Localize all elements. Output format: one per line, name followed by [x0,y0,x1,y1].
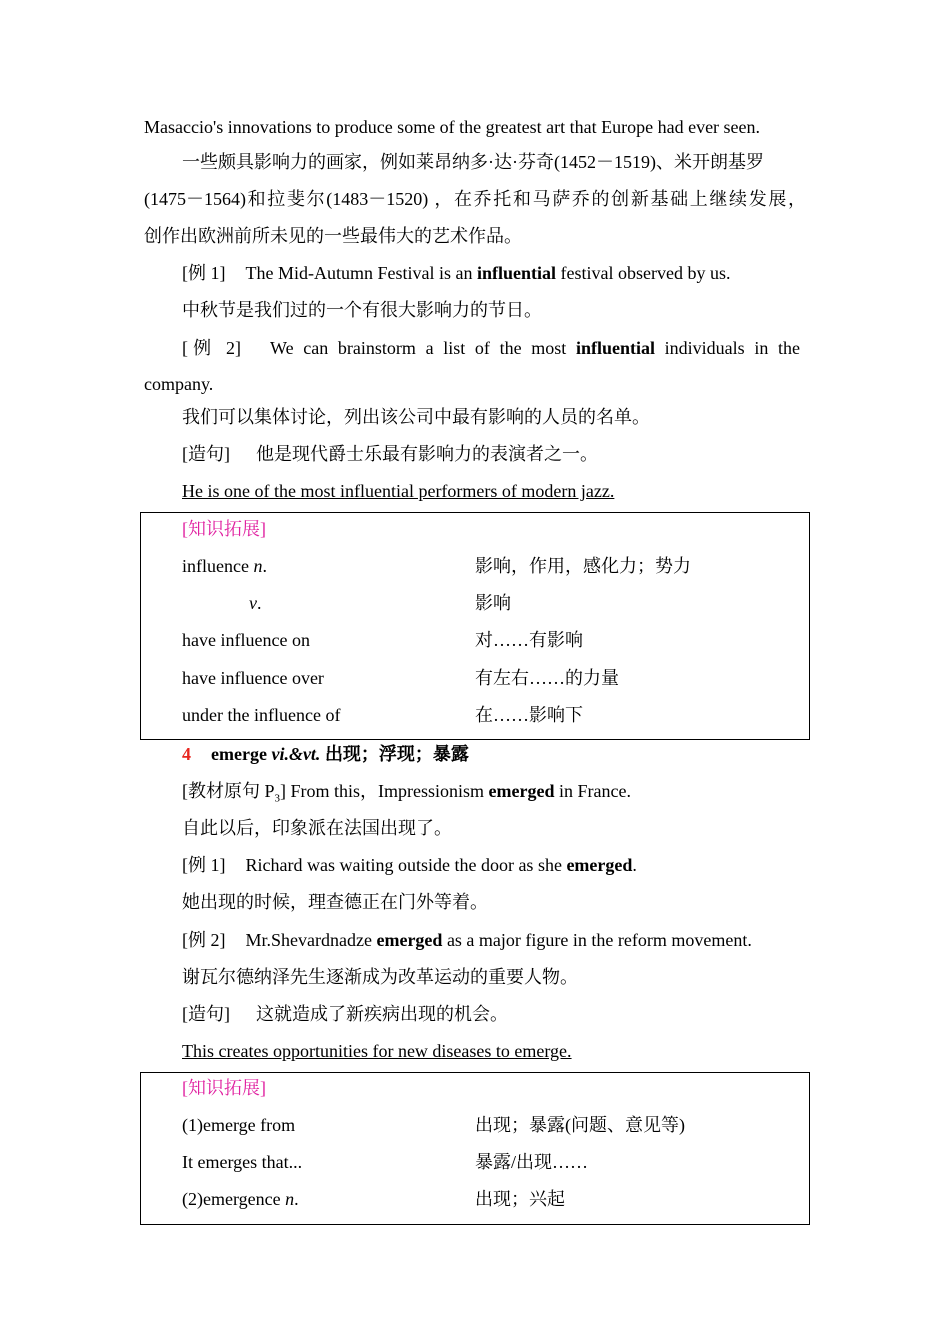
emerge-example-2: [例 2] Mr.Shevardnadze emerged as a major figure in the reform movement. [182,930,752,950]
part-of-speech: vi.&vt. [271,744,321,764]
headword-meaning: 出现；浮现；暴露 [324,744,469,764]
term-meaning: 出现；暴露(问题、意见等) [475,1115,685,1135]
term-phrase: (1)emerge from [182,1115,296,1135]
term-influence-noun: influence n. [182,556,267,576]
intro-chinese-line-3: 创作出欧洲前所未见的一些最伟大的艺术作品。 [144,226,522,246]
influential-sentence-answer: He is one of the most influential performers of modern jazz. [182,481,615,501]
term-phrase: under the influence of [182,705,341,725]
example-tag: [例 1] [182,263,226,283]
sentence-making-tag: [造句] [182,1004,230,1024]
term-meaning: 暴露/出现…… [475,1152,589,1172]
term-phrase: have influence on [182,630,310,650]
example-tag: [例 2] [182,338,242,358]
term-meaning: 在……影响下 [475,705,583,725]
emerge-sentence-making: [造句] 这就造成了新疾病出现的机会。 [182,1004,508,1024]
influential-example-2-translation: 我们可以集体讨论，列出该公司中最有影响的人员的名单。 [182,407,650,427]
emerge-textbook-translation: 自此以后，印象派在法国出现了。 [182,818,452,838]
influential-sentence-making: [造句] 他是现代爵士乐最有影响力的表演者之一。 [182,444,598,464]
term-phrase: It emerges that... [182,1152,303,1172]
sentence-making-tag: [造句] [182,444,230,464]
term-meaning: 影响 [475,593,511,613]
knowledge-expansion-title: [知识拓展] [182,1078,266,1098]
term-influence-verb: v. [249,593,262,613]
term-meaning: 对……有影响 [475,630,583,650]
textbook-tag: [教材原句 $P_3$] [182,781,287,805]
knowledge-expansion-title: [知识拓展] [182,519,266,539]
keyword: influential [476,263,556,283]
headword: emerge [211,744,267,764]
knowledge-expansion-box-2 [140,1072,810,1225]
keyword: emerged [566,855,633,875]
knowledge-expansion-box-1 [140,512,810,740]
emerge-sentence-answer: This creates opportunities for new diseases to emerge. [182,1041,572,1061]
term-phrase: have influence over [182,668,324,688]
term-meaning: 影响，作用，感化力；势力 [475,556,691,576]
item-number: 4 [182,744,191,764]
term-meaning: 有左右……的力量 [475,668,619,688]
intro-chinese-line-2: (1475－1564)和拉斐尔(1483－1520) ，在乔托和马萨乔的创新基础上继续发展， [144,189,806,209]
keyword: influential [575,338,655,358]
example-tag: [例 2] [182,930,226,950]
influential-example-1: [例 1] The Mid-Autumn Festival is an influential festival observed by us. [182,263,731,283]
term-emergence-noun: (2)emergence n. [182,1189,299,1209]
vocab-heading-emerge [182,743,469,765]
example-tag: [例 1] [182,855,226,875]
emerge-textbook-sentence: [教材原句 $P_3$] From this，Impressionism emerged in France. [182,781,631,805]
emerge-example-1: [例 1] Richard was waiting outside the door as she emerged. [182,855,637,875]
emerge-example-2-translation: 谢瓦尔德纳泽先生逐渐成为改革运动的重要人物。 [182,967,578,987]
keyword: emerged [488,781,555,801]
intro-chinese-line-1: 一些颇具影响力的画家，例如莱昂纳多·达·芬奇(1452－1519)、米开朗基罗 [182,152,764,172]
term-meaning: 出现；兴起 [475,1189,565,1209]
keyword: emerged [376,930,443,950]
intro-english-line: Masaccio's innovations to produce some of the greatest art that Europe had ever seen. [144,117,761,137]
influential-example-2-continued: company. [144,374,214,394]
influential-example-1-translation: 中秋节是我们过的一个有很大影响力的节日。 [182,300,542,320]
influential-example-2: [例 2] We can brainstorm a list of the most influential individuals in the [182,338,800,358]
emerge-example-1-translation: 她出现的时候，理查德正在门外等着。 [182,892,488,912]
